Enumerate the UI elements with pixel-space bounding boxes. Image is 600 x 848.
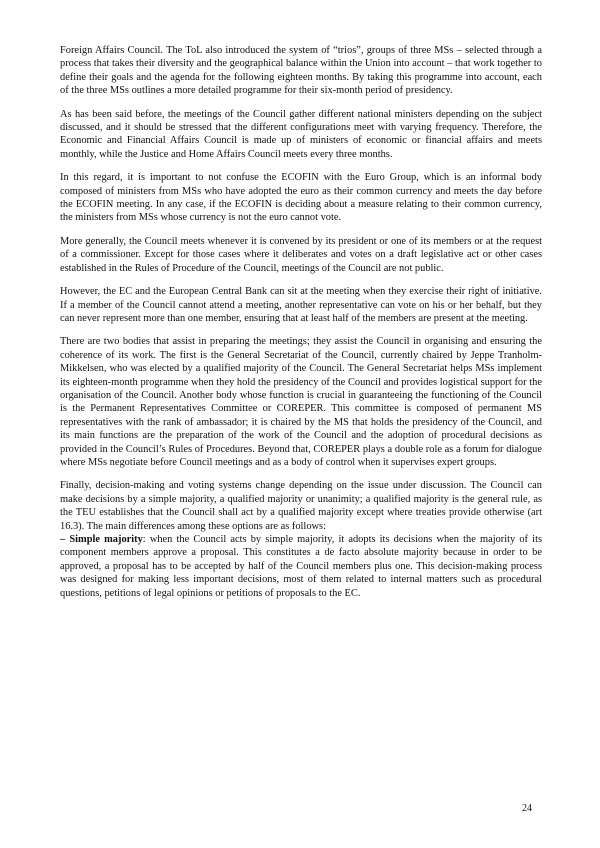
paragraph-meeting-convening: More generally, the Council meets whenever it is convened by its president or one of its members or at the request of a commissioner. Except for those cases where it deliberates and votes on a draft legislative act or other cases established in the Rules of Procedure of the Council, meetings of the Council are not public. (60, 235, 542, 274)
bullet-term: Simple majority (69, 534, 143, 545)
paragraph-configurations: As has been said before, the meetings of the Council gather different national ministers depending on the subject discussed, and it should be stressed that the different configurations meet with varying frequency. Therefore, the Economic and Financial Affairs Council is made up of ministers of economic or financial affairs and meets monthly, while the Justice and Home Affairs Council meets every three months. (60, 108, 542, 160)
bullet-text: : when the Council acts by simple majority, it adopts its decisions when the majority of its component members approve a proposal. This constitutes a de facto absolute majority because in order to be approved, a proposal has to be accepted by half of the Council members plus one. This decision-making process was designed for making less important decisions, most of them related to internal matters such as procedural questions, petitions of legal opinions or petitions of proposals to the EC. (60, 534, 542, 599)
bullet-dash: – (60, 534, 66, 545)
paragraph-assisting-bodies: There are two bodies that assist in preparing the meetings; they assist the Council in organising and ensuring the coherence of its work. The first is the General Secretariat of the Council, currently chaired by Jeppe Tranholm-Mikkelsen, who was elected by a qualified majority of the Council. The General Secretariat helps MSs implement its eighteen-month programme when they hold the presidency of the Council and provides logistical support for the organisation of the Council. Another body whose function is crucial in guaranteeing the functioning of the Council is the Permanent Representatives Committee or COREPER. This committee is composed of permanent MS representatives with the rank of ambassador; it is chaired by the MS that holds the presidency of the Council, and its main functions are the preparation of the work of the Council and the adoption of procedural decisions as provided in the Council’s Rules of Procedures. Beyond that, COREPER plays a double role as a forum for dialogue where MSs negotiate before Council meetings and as a body of control when it supervises expert groups. (60, 336, 542, 468)
document-body (60, 44, 542, 610)
page-number: 24 (522, 803, 532, 814)
bullet-simple-majority (60, 533, 542, 600)
paragraph-voting-systems: Finally, decision-making and voting systems change depending on the issue under discussion. The Council can make decisions by a simple majority, a qualified majority or unanimity; a qualified majority is the general rule, as the TEU establishes that the Council shall act by a qualified majority except where treaties provide otherwise (art 16.3). The main differences among these options are as follows: (60, 480, 542, 532)
paragraph-trios: Foreign Affairs Council. The ToL also introduced the system of “trios”, groups of three MSs – selected through a process that takes their diversity and the geographical balance within the Union into account – that work together to define their goals and the agenda for the following eighteen months. By taking this programme into account, each of the three MSs outlines a more detailed programme for their six-month period of presidency. (60, 45, 542, 97)
paragraph-euro-group: In this regard, it is important to not confuse the ECOFIN with the Euro Group, which is an informal body composed of ministers from MSs who have adopted the euro as their common currency and meets the day before the ECOFIN meeting. In any case, if the ECOFIN is deciding about a measure relating to their common currency, the ministers from MSs whose currency is not the euro cannot vote. (60, 172, 542, 224)
paragraph-ec-ecb-attendance: However, the EC and the European Central Bank can sit at the meeting when they exercise their right of initiative. If a member of the Council cannot attend a meeting, another representative can vote on his or her behalf, but they can never represent more than one member, ensuring that at least half of the members are present at the meeting. (60, 286, 542, 324)
